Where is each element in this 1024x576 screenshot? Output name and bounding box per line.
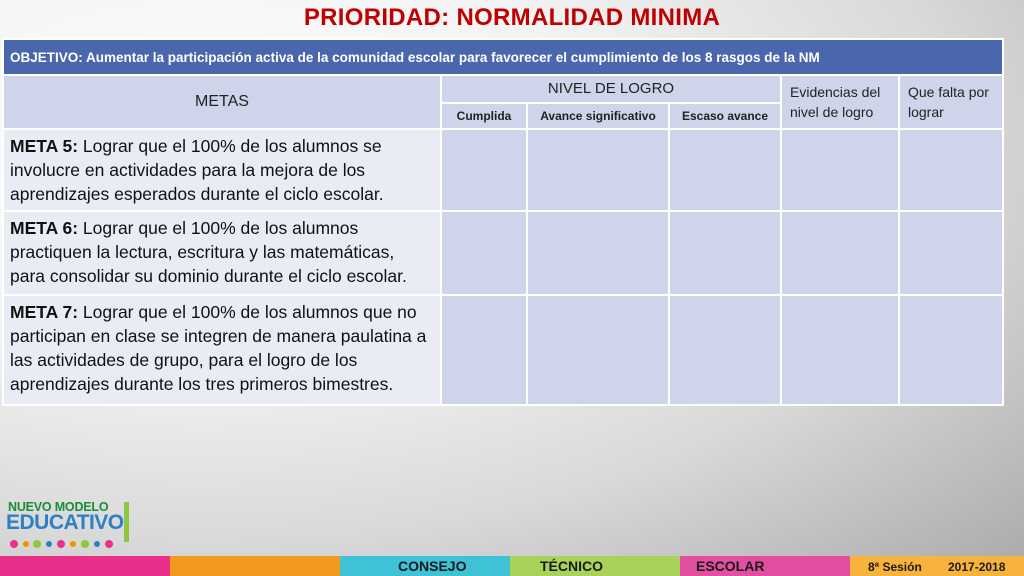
logo-line2: EDUCATIVO	[6, 511, 124, 534]
cumplida-cell	[441, 295, 527, 405]
logo-line1: NUEVO MODELO	[8, 500, 109, 514]
metas-header: METAS	[3, 75, 441, 129]
goal-label: META 6:	[10, 218, 79, 238]
evidencias-cell	[781, 211, 899, 295]
que-falta-cell	[899, 295, 1003, 405]
escaso-cell	[669, 211, 781, 295]
avance-cell	[527, 295, 669, 405]
logo-dots-icon	[8, 538, 118, 550]
footer-tecnico: TÉCNICO	[540, 558, 603, 574]
escaso-cell	[669, 129, 781, 211]
page-title: PRIORIDAD: NORMALIDAD MINIMA	[303, 4, 721, 31]
nuevo-modelo-educativo-logo	[4, 500, 139, 550]
evidencias-header: Evidencias del nivel de logro	[781, 75, 899, 129]
footer-sesion: 8ª Sesión	[868, 560, 922, 574]
cumplida-cell	[441, 211, 527, 295]
objective-banner: OBJETIVO: Aumentar la participación activa de la comunidad escolar para favorecer el cumplimiento de los 8 rasgos de la NM	[3, 39, 1003, 75]
table-row	[3, 295, 1003, 405]
footer-escolar: ESCOLAR	[696, 558, 765, 574]
nivel-logro-header: NIVEL DE LOGRO	[441, 75, 781, 103]
goal-cell	[3, 211, 441, 295]
goal-text: Lograr que el 100% de los alumnos que no participan en clase se integren de manera paulatina a las actividades de grupo, para el logro de los aprendizajes durante los tres primeros bimestres.	[10, 302, 427, 394]
escaso-cell	[669, 295, 781, 405]
que-falta-cell	[899, 129, 1003, 211]
avance-header: Avance significativo	[527, 103, 669, 129]
table-row	[3, 129, 1003, 211]
evidencias-cell	[781, 129, 899, 211]
goal-cell	[3, 129, 441, 211]
goal-text: Lograr que el 100% de los alumnos practiquen la lectura, escritura y las matemáticas, para consolidar su dominio durante el ciclo escolar.	[10, 218, 407, 286]
goal-label: META 5:	[10, 136, 79, 156]
footer-bar	[0, 556, 1024, 576]
goals-table	[2, 38, 1004, 406]
goal-text: Lograr que el 100% de los alumnos se involucre en actividades para la mejora de los aprendizajes esperados durante el ciclo escolar.	[10, 136, 384, 204]
que-falta-cell	[899, 211, 1003, 295]
logo-bar	[124, 502, 129, 542]
avance-cell	[527, 211, 669, 295]
footer-consejo: CONSEJO	[398, 558, 467, 574]
avance-cell	[527, 129, 669, 211]
footer-segment-orange	[170, 556, 340, 576]
evidencias-cell	[781, 295, 899, 405]
footer-year: 2017-2018	[948, 560, 1006, 574]
escaso-header: Escaso avance	[669, 103, 781, 129]
que-falta-header: Que falta por lograr	[899, 75, 1003, 129]
cumplida-cell	[441, 129, 527, 211]
goal-cell	[3, 295, 441, 405]
cumplida-header: Cumplida	[441, 103, 527, 129]
footer-segment-pink	[0, 556, 170, 576]
goal-label: META 7:	[10, 302, 79, 322]
table-row	[3, 211, 1003, 295]
